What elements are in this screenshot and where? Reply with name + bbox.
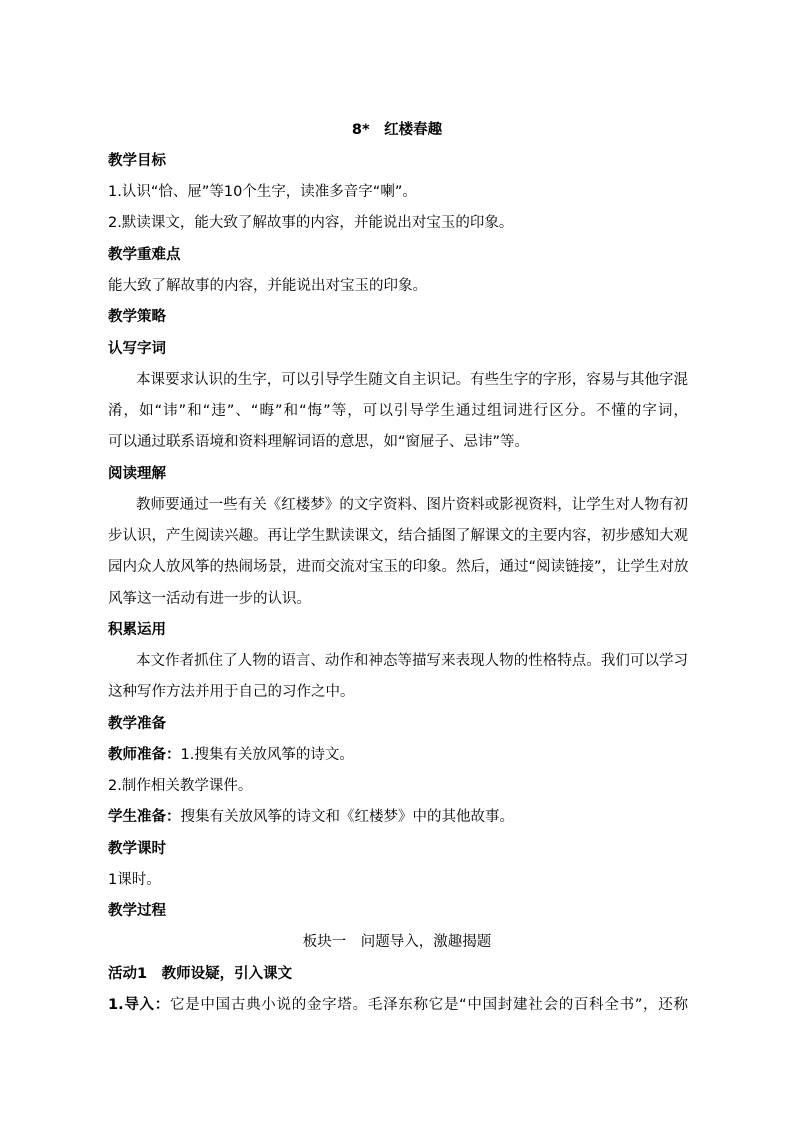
accumulation-line-2: 这种写作方法并用于自己的习作之中。 xyxy=(108,684,355,700)
process-heading: 教学过程 xyxy=(108,903,166,919)
goal-item-2: 2.默读课文，能大致了解故事的内容，并能说出对宝玉的印象。 xyxy=(108,215,514,231)
block-title: 板块一 问题导入，激趣揭题 xyxy=(302,934,492,950)
hours-text: 1课时。 xyxy=(108,872,161,888)
reading-heading: 阅读理解 xyxy=(108,466,166,482)
student-prep-text: 搜集有关放风筝的诗文和《红楼梦》中的其他故事。 xyxy=(180,809,514,825)
reading-paragraph-line-2: 步认识，产生阅读兴趣。再让学生默读课文，结合插图了解课文的主要内容，初步感知大观 xyxy=(108,528,688,544)
words-paragraph-line-3: 可以通过联系语境和资料理解词语的意思，如“窗屉子、忌讳”等。 xyxy=(108,434,530,450)
goal-item-1: 1.认识“恰、屉”等10个生字，读准多音字“喇”。 xyxy=(108,184,417,200)
lesson-title: 8* 红楼春趣 xyxy=(351,122,443,138)
intro-line xyxy=(108,995,688,1015)
intro-text: 它是中国古典小说的金字塔。毛泽东称它是“中国封建社会的百科全书”，还称 xyxy=(169,997,688,1013)
preparation-heading: 教学准备 xyxy=(108,716,166,732)
teacher-prep-label: 教师准备： xyxy=(108,747,181,763)
hours-heading: 教学课时 xyxy=(108,841,166,857)
teacher-prep-item-2: 2.制作相关教学课件。 xyxy=(108,778,253,794)
teacher-prep-item-1: 1.搜集有关放风筝的诗文。 xyxy=(180,747,354,763)
intro-label: 1.导入： xyxy=(108,997,170,1013)
activity-label: 活动1 教师设疑，引入课文 xyxy=(108,966,293,982)
words-paragraph-line-2: 淆，如“讳”和“违”、“晦”和“悔”等，可以引导学生通过组词进行区分。不懂的字词， xyxy=(108,403,688,419)
teacher-preparation xyxy=(108,745,688,765)
accumulation-heading: 积累运用 xyxy=(108,622,166,638)
reading-paragraph-line-4: 风筝这一活动有进一步的认识。 xyxy=(108,591,311,607)
key-points-heading: 教学重难点 xyxy=(108,247,181,263)
strategy-heading: 教学策略 xyxy=(108,309,166,325)
student-preparation xyxy=(108,807,688,827)
goals-heading: 教学目标 xyxy=(108,153,166,169)
words-heading: 认写字词 xyxy=(108,341,166,357)
reading-paragraph-line-3: 园内众人放风筝的热闹场景，进而交流对宝玉的印象。然后，通过“阅读链接”，让学生对放 xyxy=(108,559,689,575)
accumulation-line-1: 本文作者抓住了人物的语言、动作和神态等描写来表现人物的性格特点。我们可以学习 xyxy=(136,653,688,669)
key-points-text: 能大致了解故事的内容，并能说出对宝玉的印象。 xyxy=(108,278,427,294)
student-prep-label: 学生准备： xyxy=(108,809,181,825)
reading-paragraph-line-1: 教师要通过一些有关《红楼梦》的文字资料、图片资料或影视资料，让学生对人物有初 xyxy=(136,497,688,513)
words-paragraph-line-1: 本课要求认识的生字，可以引导学生随文自主识记。有些生字的字形，容易与其他字混 xyxy=(136,372,688,388)
